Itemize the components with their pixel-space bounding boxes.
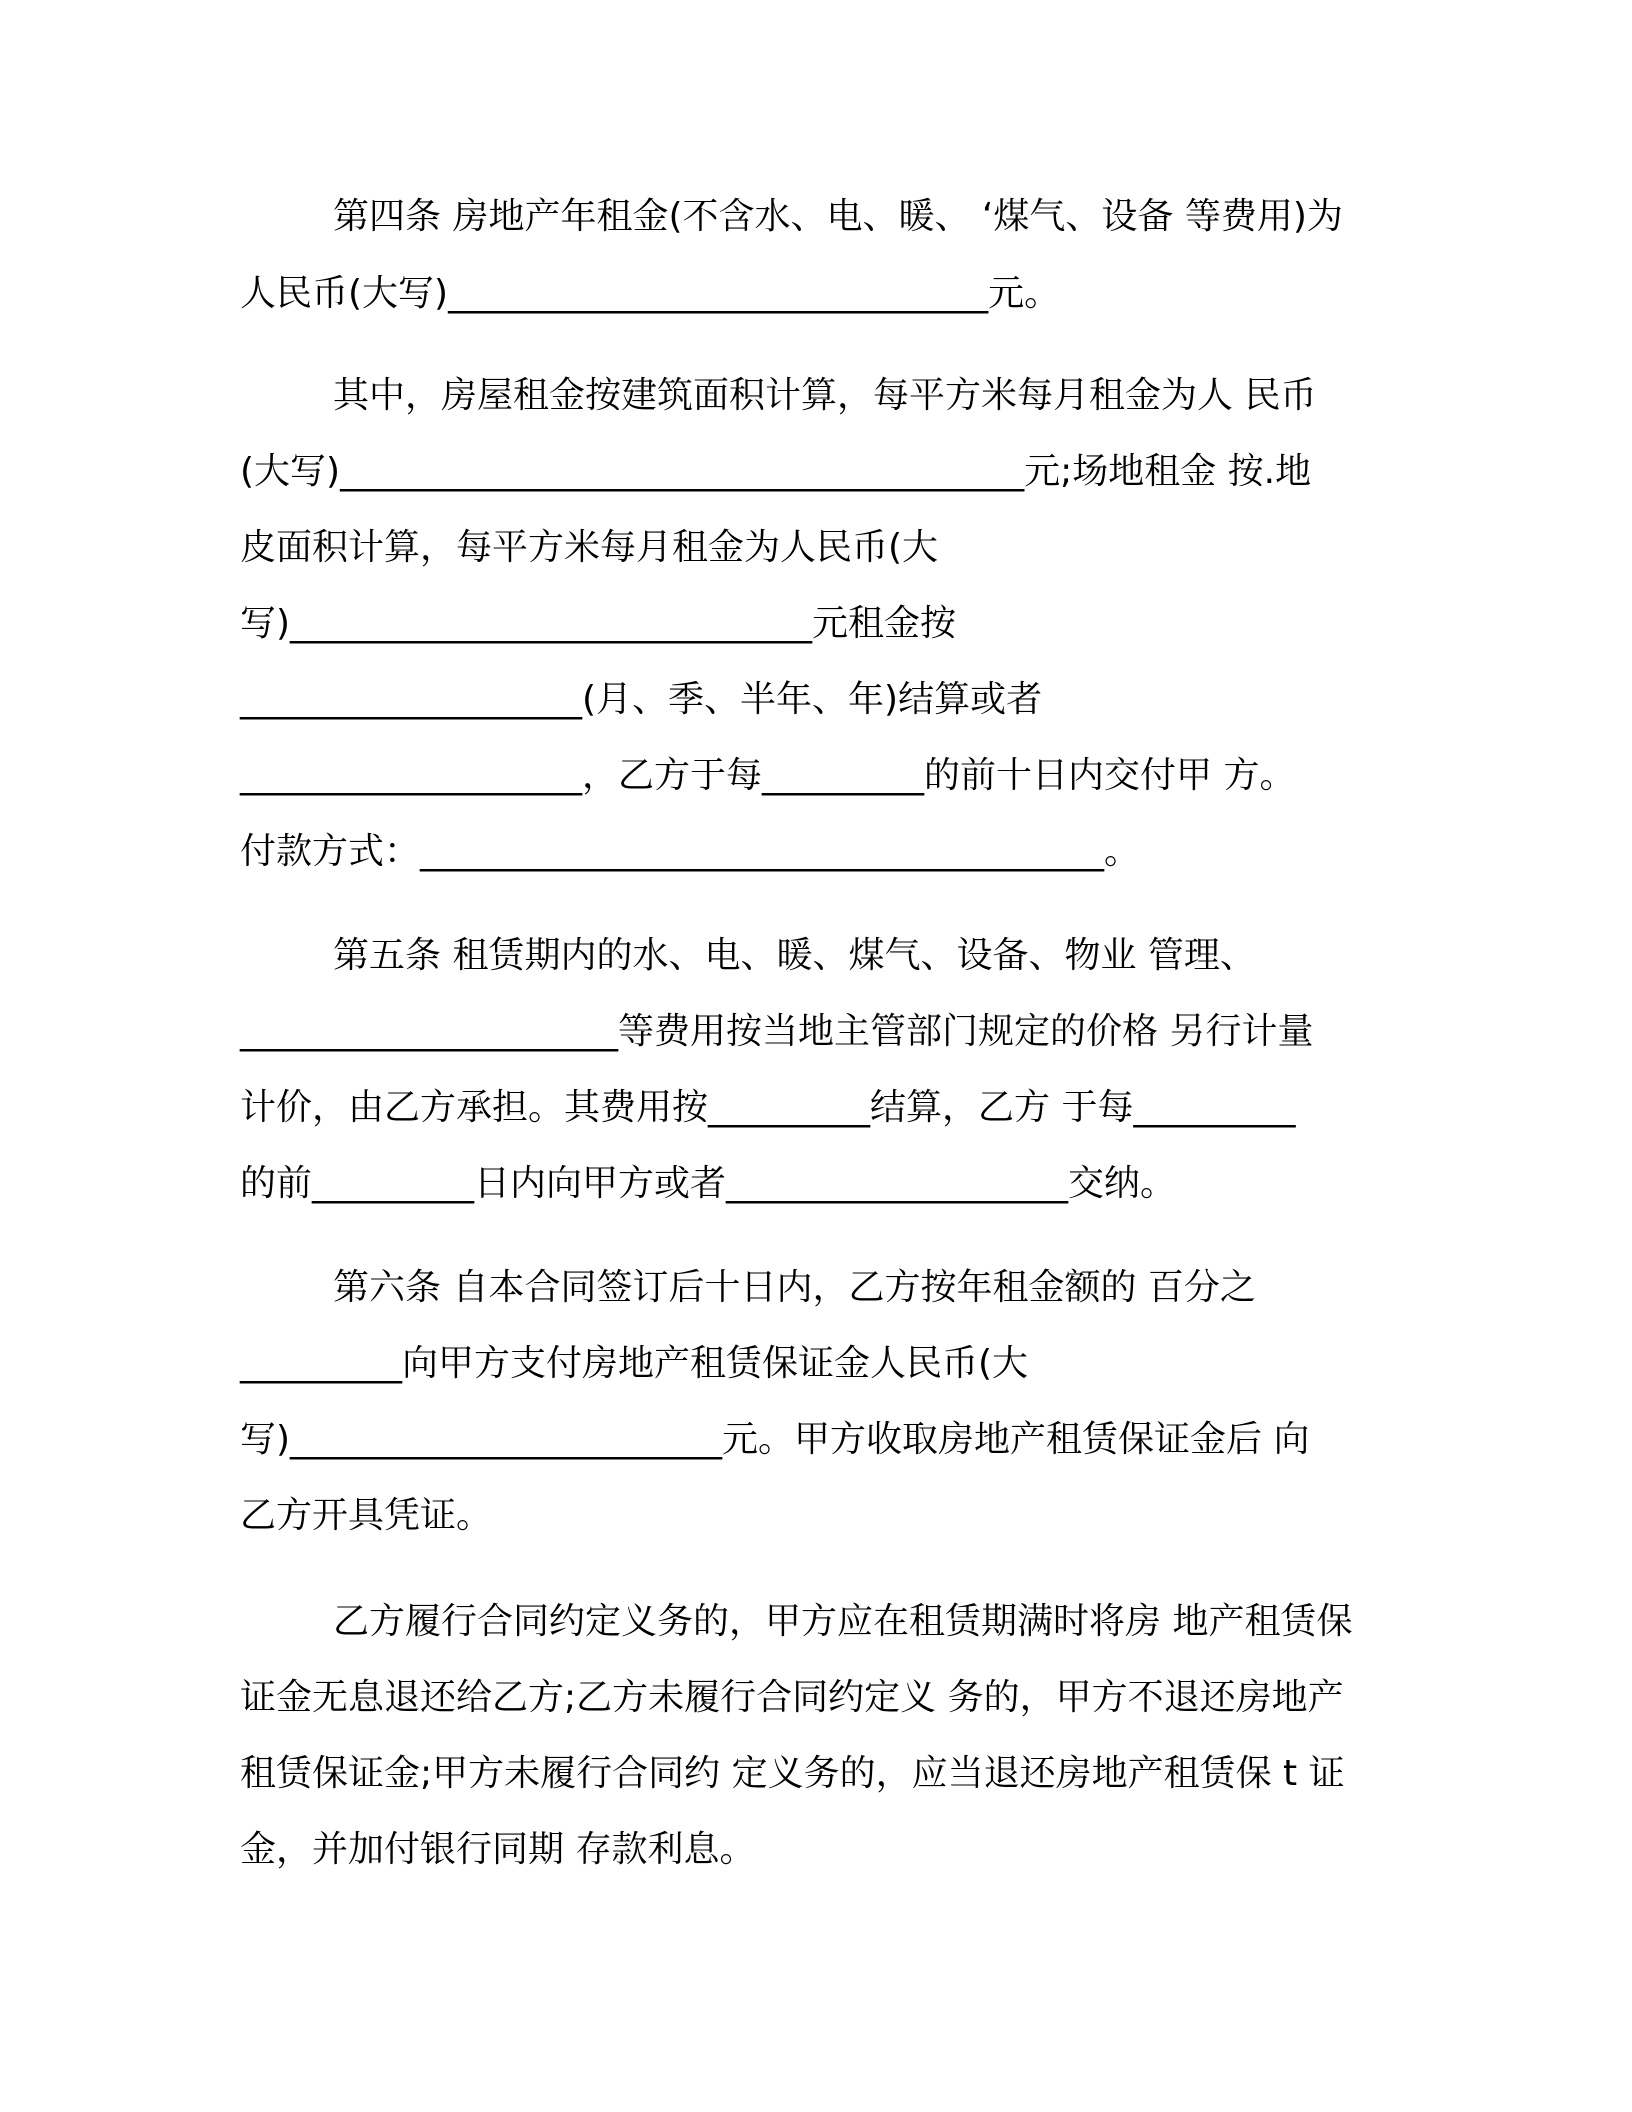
deposit-return-line-2: 证金无息退还给乙方;乙方未履行合同约定义 务的，甲方不退还房地产 (240, 1677, 1344, 1718)
rent-detail-line-1: 其中，房屋租金按建筑面积计算，每平方米每月租金为人 民币 (333, 375, 1317, 416)
article-5-line-3: 计价，由乙方承担。其费用按_________结算，乙方 于每_________ (240, 1087, 1296, 1128)
article-6-line-1: 第六条 自本合同签订后十日内，乙方按年租金额的 百分之 (333, 1267, 1256, 1308)
article-5-line-2: _____________________等费用按当地主管部门规定的价格 另行计量 (240, 1011, 1314, 1052)
article-5-line-4: 的前_________日内向甲方或者___________________交纳。 (240, 1163, 1177, 1204)
rent-detail-line-5: ___________________(月、季、半年、年)结算或者 (240, 679, 1043, 720)
deposit-return-line-3: 租赁保证金;甲方未履行合同约 定义务的，应当退还房地产租赁保 t 证 (240, 1753, 1345, 1794)
payment-method-line: 付款方式：______________________________________。 (240, 831, 1141, 872)
article-5-line-1: 第五条 租赁期内的水、电、暖、煤气、设备、物业 管理、 (333, 935, 1256, 976)
deposit-return-line-1: 乙方履行合同约定义务的，甲方应在租赁期满时将房 地产租赁保 (333, 1601, 1353, 1642)
rent-detail-line-4: 写)_____________________________元租金按 (240, 603, 957, 644)
rent-detail-line-6: ___________________，乙方于每_________的前十日内交付甲 方。 (240, 755, 1296, 796)
article-4-line-1: 第四条 房地产年租金(不含水、电、暖、 ‘煤气、设备 等费用)为 (333, 196, 1343, 237)
article-6-line-2: _________向甲方支付房地产租赁保证金人民币(大 (240, 1343, 1029, 1384)
deposit-return-line-4: 金，并加付银行同期 存款利息。 (240, 1829, 756, 1870)
article-4-line-2: 人民币(大写)______________________________元。 (240, 273, 1061, 314)
rent-detail-line-2: (大写)______________________________________元;场地租金 按.地 (240, 451, 1312, 492)
rent-detail-line-3: 皮面积计算，每平方米每月租金为人民币(大 (240, 527, 939, 568)
article-6-line-3: 写)________________________元。甲方收取房地产租赁保证金后 向 (240, 1419, 1310, 1460)
article-6-line-4: 乙方开具凭证。 (240, 1495, 493, 1536)
